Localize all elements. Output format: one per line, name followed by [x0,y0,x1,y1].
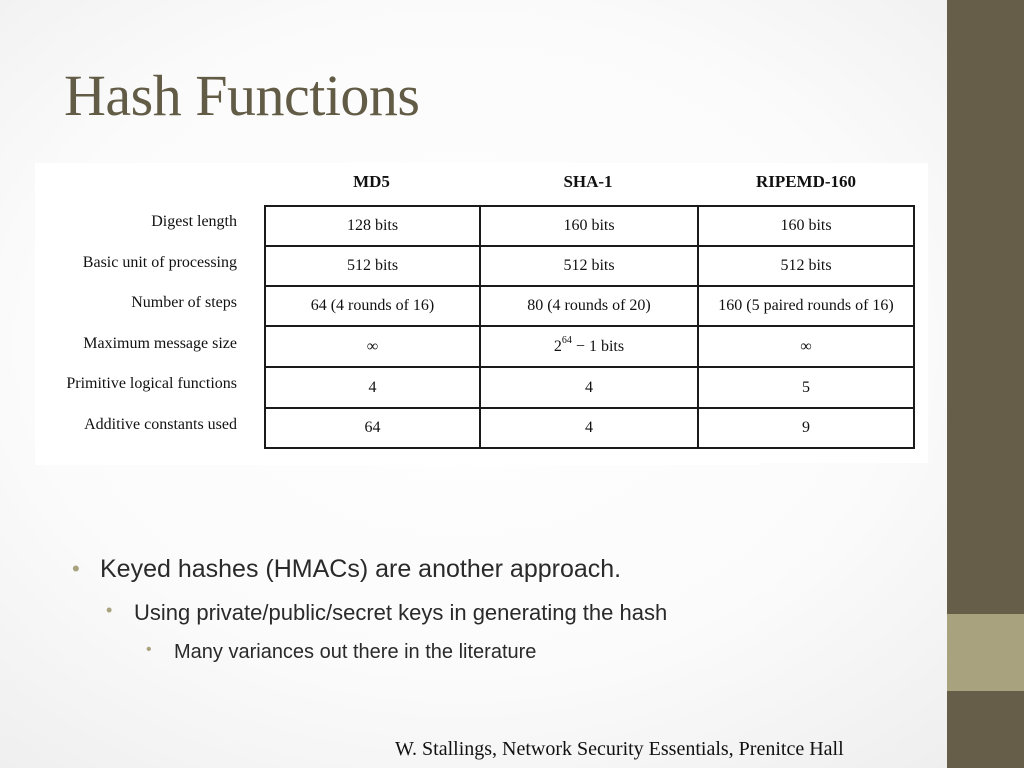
bullet-text: Using private/public/secret keys in generating the hash [134,600,668,625]
table-cell: 160 (5 paired rounds of 16) [697,285,915,327]
column-header-ripemd160: RIPEMD-160 [755,172,857,191]
row-label-digest-length: Digest length [151,213,237,230]
bullet-level-3 [148,641,536,664]
table-cell: 5 [697,366,915,409]
bullet-marker: • [106,600,113,620]
table-cell-sha1-max-size [479,325,699,368]
table-cell: 80 (4 rounds of 20) [479,285,699,327]
row-label-max-message-size: Maximum message size [83,335,237,352]
table-cell: 512 bits [479,245,699,287]
row-label-additive-constants: Additive constants used [84,416,237,433]
base-text: 2 [553,337,562,355]
bullet-text: Keyed hashes (HMACs) are another approach. [100,555,622,583]
table-cell: 160 bits [479,205,699,247]
table-cell: 4 [479,407,699,449]
source-citation: W. Stallings, Network Security Essentials, Prenitce Hall [395,738,844,760]
table-cell: 512 bits [697,245,915,287]
column-header-sha1: SHA-1 [563,172,613,191]
table-cell: 64 (4 rounds of 16) [264,285,481,327]
bullet-marker: • [72,556,80,581]
column-header-md5: MD5 [353,172,390,191]
row-label-primitive-functions: Primitive logical functions [66,375,237,392]
table-cell: 128 bits [264,205,481,247]
table-cell: 160 bits [697,205,915,247]
row-label-basic-unit: Basic unit of processing [82,254,237,271]
suffix-text: − 1 bits [571,337,625,355]
table-cell: 9 [697,407,915,449]
table-cell: 4 [264,366,481,409]
slide-title: Hash Functions [64,63,420,128]
table-cell: 512 bits [264,245,481,287]
bullet-level-1 [74,555,621,584]
bullet-marker: • [146,641,152,658]
bullet-level-2 [108,600,667,626]
table-cell: ∞ [697,325,915,368]
table-cell: 4 [479,366,699,409]
row-label-number-of-steps: Number of steps [131,294,237,311]
exponent-text: 64 [561,335,572,346]
table-cell: 64 [264,407,481,449]
bullet-text: Many variances out there in the literature [174,641,537,663]
table-cell: ∞ [264,325,481,368]
